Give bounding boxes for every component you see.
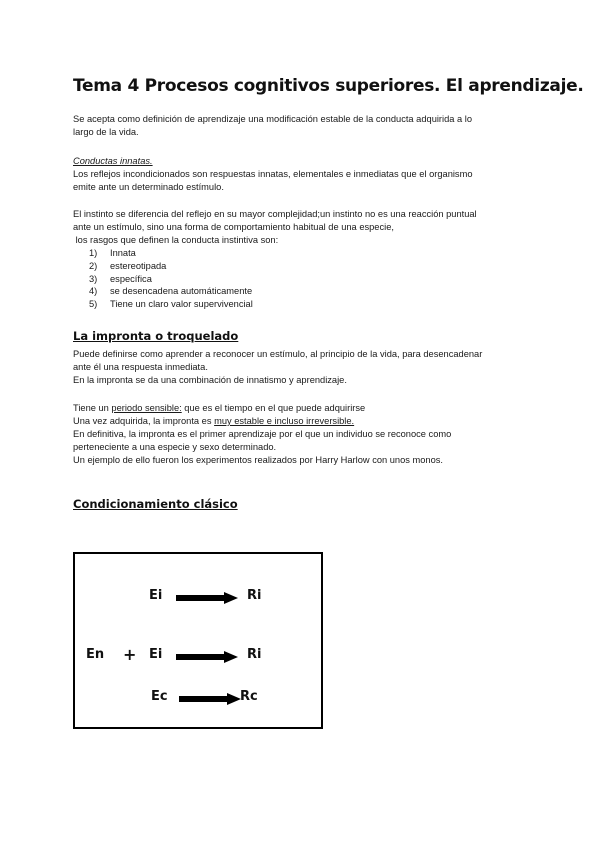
list-text: estereotipada	[110, 260, 167, 271]
innate-heading: Conductas innatas.	[73, 156, 153, 166]
innate-p2-line-2: ante un estímulo, sino una forma de comportamiento habitual de una especie,	[73, 222, 394, 232]
intro-line-2: largo de la vida.	[73, 127, 139, 137]
list-number: 4)	[89, 286, 98, 297]
imprinting-line-8: Un ejemplo de ello fueron los experimentos realizados por Harry Harlow con unos monos.	[73, 455, 443, 465]
imprinting-heading: La impronta o troquelado	[73, 329, 239, 343]
diagram-row2-left: Ei	[149, 647, 163, 662]
diagram-row3-right: Rc	[240, 689, 258, 704]
imprinting-line-6: En definitiva, la impronta es el primer aprendizaje por el que un individuo se reconoce como	[73, 429, 452, 439]
arrow-right-icon	[179, 693, 241, 705]
list-number: 1)	[89, 248, 98, 258]
imprinting-line-5	[73, 415, 354, 428]
irreversible-term: muy estable e incluso irreversible.	[214, 416, 355, 426]
innate-p2-line-3: los rasgos que definen la conducta instintiva son:	[73, 235, 279, 245]
list-item	[89, 260, 253, 273]
imprinting-line-2: ante él una respuesta inmediata.	[73, 362, 208, 372]
page-title: Tema 4 Procesos cognitivos superiores. El aprendizaje.	[73, 76, 584, 96]
list-item	[89, 247, 253, 260]
text-segment: Tiene un	[73, 403, 112, 413]
diagram-row2-prefix: En	[86, 647, 105, 662]
list-item	[89, 273, 253, 286]
list-text: se desencadena automáticamente	[110, 286, 253, 297]
sensitive-period-term: periodo sensible:	[111, 403, 182, 413]
diagram-row2-right: Ri	[247, 647, 262, 662]
imprinting-line-1: Puede definirse como aprender a reconocer un estímulo, al principio de la vida, para desencadenar	[73, 349, 483, 359]
innate-p1-line-1: Los reflejos incondicionados son respuestas innatas, elementales e inmediatas que el organismo	[73, 169, 473, 179]
plus-icon: +	[123, 645, 137, 664]
diagram-row1-right: Ri	[247, 588, 262, 603]
list-number: 5)	[89, 299, 98, 310]
imprinting-line-3: En la impronta se da una combinación de innatismo y aprendizaje.	[73, 375, 347, 385]
list-text: específica	[110, 273, 152, 284]
arrow-right-icon	[176, 592, 238, 604]
list-number: 3)	[89, 273, 98, 284]
imprinting-line-4	[73, 402, 365, 415]
innate-p1-line-2: emite ante un determinado estímulo.	[73, 182, 224, 192]
list-text: Tiene un claro valor supervivencial	[110, 299, 253, 310]
list-item	[89, 298, 253, 311]
text-segment: Una vez adquirida, la impronta es	[73, 416, 215, 426]
instinct-traits-list	[89, 247, 253, 311]
text-segment: que es el tiempo en el que puede adquirirse	[181, 403, 366, 413]
intro-line-1: Se acepta como definición de aprendizaje una modificación estable de la conducta adquirida a lo	[73, 114, 472, 124]
innate-p2-line-1: El instinto se diferencia del reflejo en su mayor complejidad;un instinto no es una reacción puntual	[73, 209, 477, 219]
diagram-row3-left: Ec	[151, 689, 168, 704]
list-number: 2)	[89, 260, 98, 271]
conditioning-diagram	[73, 552, 323, 729]
imprinting-line-7: perteneciente a una especie y sexo determinado.	[73, 442, 277, 452]
classical-heading: Condicionamiento clásico	[73, 497, 238, 511]
list-item	[89, 285, 253, 298]
arrow-right-icon	[176, 651, 238, 663]
list-text: Innata	[110, 248, 136, 258]
diagram-row1-left: Ei	[149, 588, 163, 603]
